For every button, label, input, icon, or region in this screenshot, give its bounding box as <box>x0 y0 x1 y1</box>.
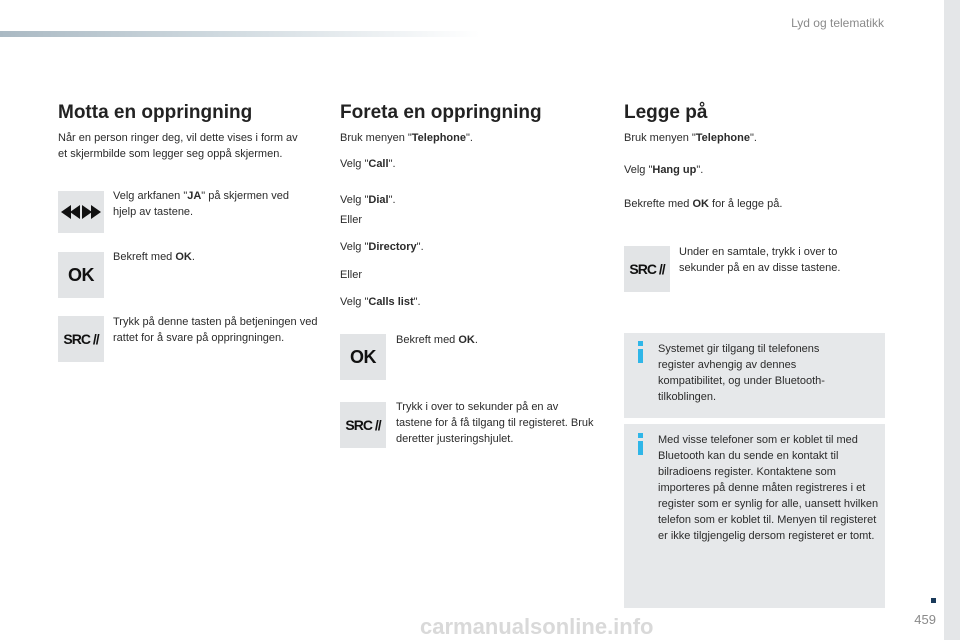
src-key-icon: SRC // <box>58 316 104 362</box>
hangup-step-menu: Bruk menyen "Telephone". <box>624 132 757 144</box>
info-box-directory-access <box>624 333 885 418</box>
ok-button-icon: OK <box>58 252 104 298</box>
ok-button-icon: OK <box>340 334 386 380</box>
src-key-icon: SRC // <box>340 402 386 448</box>
page-number: 459 <box>914 612 936 627</box>
receive-step-answer: Trykk på denne tasten på betjeningen ved rattet for å svare på oppringningen. <box>113 316 318 344</box>
info-text: Systemet gir tilgang til telefonens register avhengig av dennes kompatibilitet, og under Bluetooth-tilkoblingen. <box>658 343 825 403</box>
make-step-dial: Velg "Dial". <box>340 194 396 206</box>
hangup-step-hold-key: Under en samtale, trykk i over to sekunder på en av disse tastene. <box>679 246 841 274</box>
heading-hang-up: Legge på <box>624 102 708 123</box>
info-icon <box>638 341 643 346</box>
make-step-directory: Velg "Directory". <box>340 241 424 253</box>
info-icon <box>638 433 643 438</box>
make-or-1: Eller <box>340 214 363 226</box>
info-text: Med visse telefoner som er koblet til med Bluetooth kan du sende en kontakt til bilradioens register. Kontaktene som importeres på denne måten registreres i et register som er synlig for alle, uansett hvilken telefon som er koblet til. Menyen til registeret er ikke tilgjengelig dersom registeret er tomt. <box>658 434 879 542</box>
section-title: Lyd og telematikk <box>791 16 884 30</box>
make-step-call: Velg "Call". <box>340 158 396 170</box>
page-edge <box>944 0 960 640</box>
make-or-2: Eller <box>340 269 363 281</box>
receive-step-confirm: Bekreft med OK. <box>113 251 195 263</box>
receive-step-select-ja: Velg arkfanen "JA" på skjermen ved hjelp av tastene. <box>113 190 289 218</box>
make-step-hold-key: Trykk i over to sekunder på en av tastene for å få tilgang til registeret. Bruk deretter justeringshjulet. <box>396 401 594 445</box>
hangup-step-confirm: Bekrefte med OK for å legge på. <box>624 198 783 210</box>
watermark: carmanualsonline.info <box>420 614 654 639</box>
header-bar <box>0 31 480 37</box>
make-step-menu: Bruk menyen "Telephone". <box>340 132 473 144</box>
receive-intro: Når en person ringer deg, vil dette vises i form av et skjermbilde som legger seg oppå skjermen. <box>58 132 298 160</box>
page-marker <box>931 598 936 603</box>
make-step-confirm: Bekreft med OK. <box>396 334 478 346</box>
arrow-keys-icon <box>58 191 104 233</box>
src-key-icon: SRC // <box>624 246 670 292</box>
info-box-contact-import <box>624 424 885 608</box>
hangup-step-hang-up: Velg "Hang up". <box>624 164 704 176</box>
make-step-calls-list: Velg "Calls list". <box>340 296 421 308</box>
heading-receive-call: Motta en oppringning <box>58 102 253 123</box>
heading-make-call: Foreta en oppringning <box>340 102 542 123</box>
